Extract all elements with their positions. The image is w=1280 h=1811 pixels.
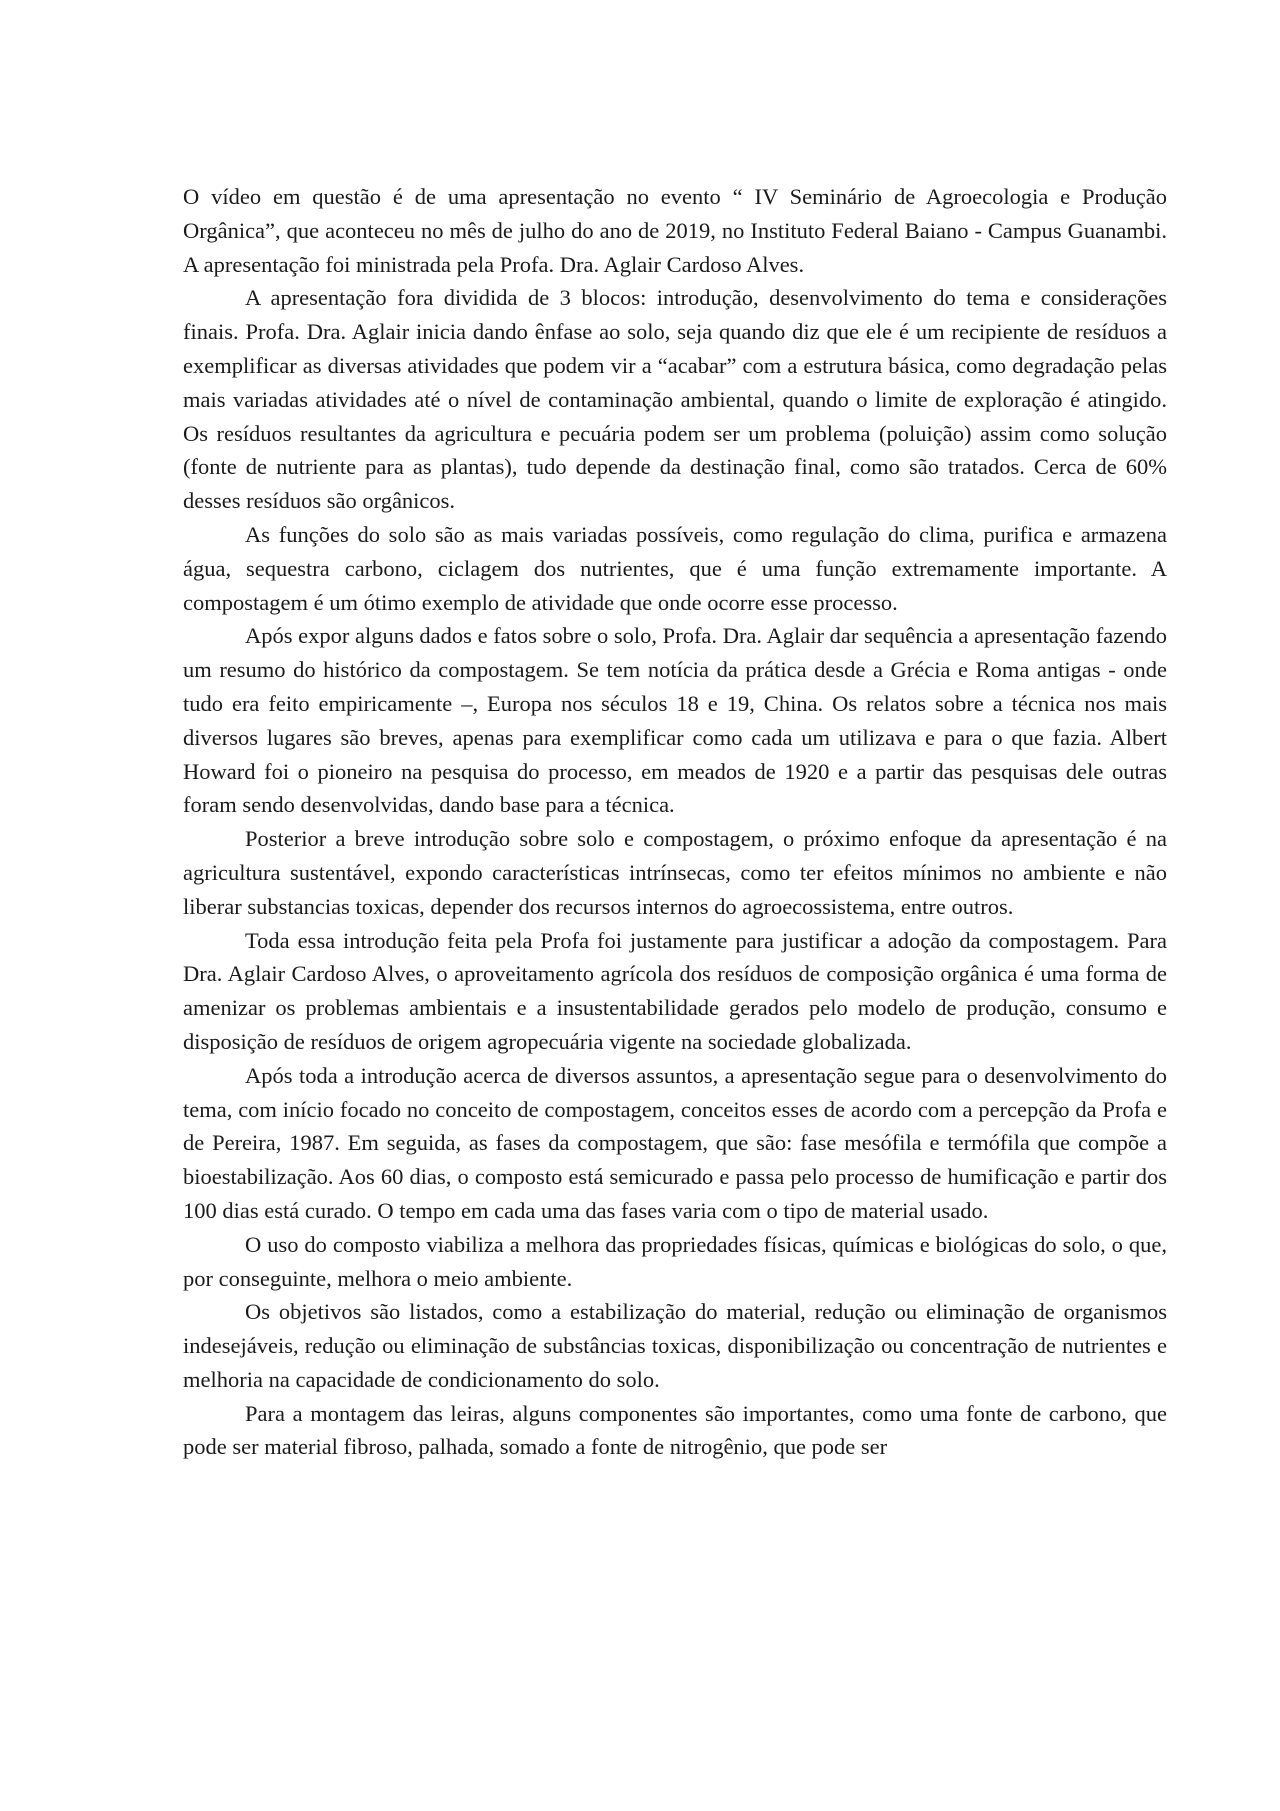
paragraph-objectives: Os objetivos são listados, como a estabilização do material, redução ou eliminação de organismos indesejáveis, redução ou eliminação de substâncias toxicas, disponibilização ou concentração de nutrientes e melhoria na capacidade de condicionamento do solo. [183, 1299, 1167, 1392]
paragraph-history: Após expor alguns dados e fatos sobre o solo, Profa. Dra. Aglair dar sequência a apresentação fazendo um resumo do histórico da compostagem. Se tem notícia da prática desde a Grécia e Roma antigas - onde tudo era feito empiricamente –, Europa nos séculos 18 e 19, China. Os relatos sobre a técnica nos mais diversos lugares são breves, apenas para exemplificar como cada um utilizava e para o que fazia. Albert Howard foi o pioneiro na pesquisa do processo, em meados de 1920 e a partir das pesquisas dele outras foram sendo desenvolvidas, dando base para a técnica. [183, 623, 1167, 818]
paragraph-soil-functions: As funções do solo são as mais variadas possíveis, como regulação do clima, purifica e armazena água, sequestra carbono, ciclagem dos nutrientes, que é uma função extremamente importante. A compostagem é um ótimo exemplo de atividade que onde ocorre esse processo. [183, 521, 1167, 615]
paragraph-compost-use: O uso do composto viabiliza a melhora das propriedades físicas, químicas e biológicas do solo, o que, por conseguinte, melhora o meio ambiente. [183, 1231, 1167, 1291]
paragraph-composting-adoption: Toda essa introdução feita pela Profa foi justamente para justificar a adoção da compostagem. Para Dra. Aglair Cardoso Alves, o aproveitamento agrícola dos resíduos de composição orgânica é uma forma de amenizar os problemas ambientais e a insustentabilidade gerados pelo modelo de produção, consumo e disposição de resíduos de origem agropecuária vigente na sociedade globalizada. [183, 927, 1167, 1054]
paragraph-composting-phases: Após toda a introdução acerca de diversos assuntos, a apresentação segue para o desenvolvimento do tema, com início focado no conceito de compostagem, conceitos esses de acordo com a percepção da Profa e de Pereira, 1987. Em seguida, as fases da compostagem, que são: fase mesófila e termófila que compõe a bioestabilização. Aos 60 dias, o composto está semicurado e passa pelo processo de humificação e partir dos 100 dias está curado. O tempo em cada uma das fases varia com o tipo de material usado. [183, 1062, 1167, 1223]
paragraph-intro: O vídeo em questão é de uma apresentação no evento “ IV Seminário de Agroecologia e Produção Orgânica”, que aconteceu no mês de julho do ano de 2019, no Instituto Federal Baiano - Campus Guanambi. A apresentação foi ministrada pela Profa. Dra. Aglair Cardoso Alves. [183, 184, 1167, 277]
paragraph-sustainable-agriculture: Posterior a breve introdução sobre solo e compostagem, o próximo enfoque da apresentação é na agricultura sustentável, expondo características intrínsecas, como ter efeitos mínimos no ambiente e não liberar substancias toxicas, depender dos recursos internos do agroecossistema, entre outros. [183, 826, 1167, 919]
paragraph-blocks: A apresentação fora dividida de 3 blocos: introdução, desenvolvimento do tema e considerações finais. Profa. Dra. Aglair inicia dando ênfase ao solo, seja quando diz que ele é um recipiente de resíduos a exemplificar as diversas atividades que podem vir a “acabar” com a estrutura básica, como degradação pelas mais variadas atividades até o nível de contaminação ambiental, quando o limite de exploração é atingido. Os resíduos resultantes da agricultura e pecuária podem ser um problema (poluição) assim como solução (fonte de nutriente para as plantas), tudo depende da destinação final, como são tratados. Cerca de 60% desses resíduos são orgânicos. [183, 285, 1167, 514]
document-body [183, 180, 1167, 1464]
paragraph-windrows: Para a montagem das leiras, alguns componentes são importantes, como uma fonte de carbono, que pode ser material fibroso, palhada, somado a fonte de nitrogênio, que pode ser [183, 1400, 1167, 1460]
